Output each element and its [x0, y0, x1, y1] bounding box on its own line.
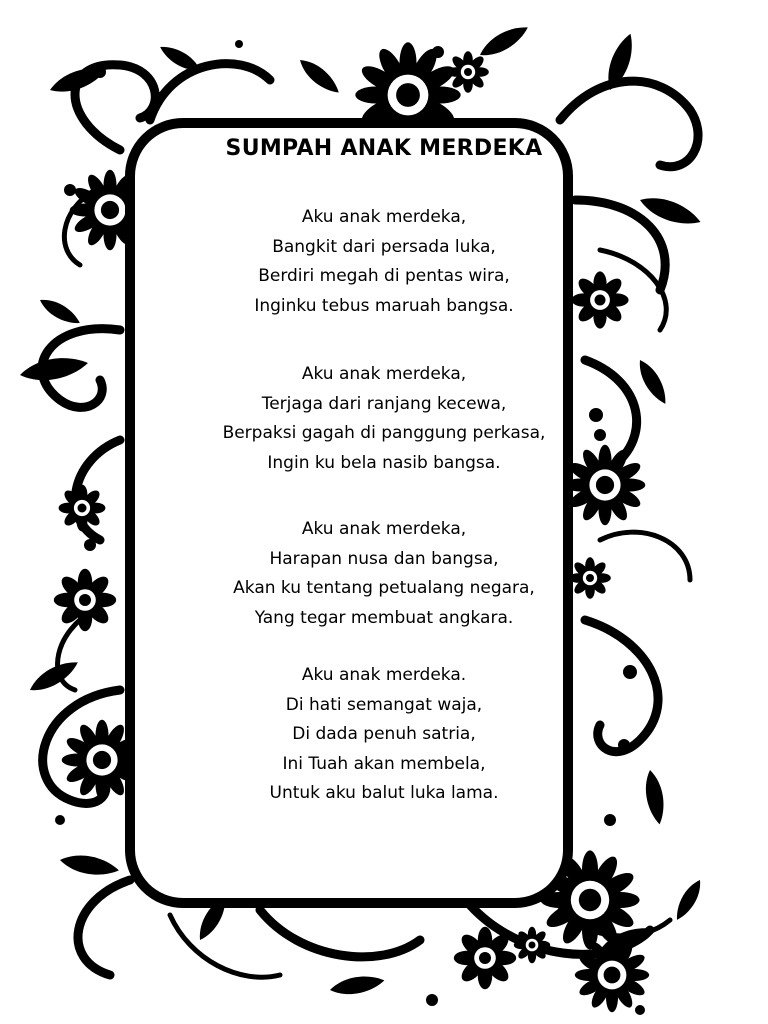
stanza-1	[150, 203, 618, 321]
poem-line: Berdiri megah di pentas wira,	[258, 266, 510, 286]
poem-title: SUMPAH ANAK MERDEKA	[225, 136, 543, 161]
poem-line: Aku anak merdeka,	[301, 519, 467, 539]
poem-line: Aku anak merdeka.	[301, 665, 467, 685]
poem-line: Untuk aku balut luka lama.	[269, 783, 499, 803]
poem-line: Ingin ku bela nasib bangsa.	[267, 452, 501, 473]
poem-line: Terjaga dari ranjang kecewa,	[261, 393, 507, 414]
poem-line: Bangkit dari persada luka,	[272, 236, 496, 257]
stanza-4	[150, 661, 618, 809]
poem-line: Inginku tebus maruah bangsa.	[254, 295, 514, 316]
poem-line: Di dada penuh satria,	[292, 724, 476, 744]
poem-line: Ini Tuah akan membela,	[282, 753, 486, 774]
poem-line: Di hati semangat waja,	[285, 694, 483, 715]
stanza-3	[150, 515, 618, 633]
poem-line: Harapan nusa dan bangsa,	[269, 548, 499, 569]
poem-line: Aku anak merdeka,	[301, 207, 467, 227]
stanza-2	[150, 360, 618, 478]
poem-line: Berpaksi gagah di panggung perkasa,	[222, 423, 546, 443]
poem-line: Aku anak merdeka,	[301, 364, 467, 384]
poem-line: Akan ku tentang petualang negara,	[233, 578, 535, 598]
poem-line: Yang tegar membuat angkara.	[254, 607, 514, 628]
